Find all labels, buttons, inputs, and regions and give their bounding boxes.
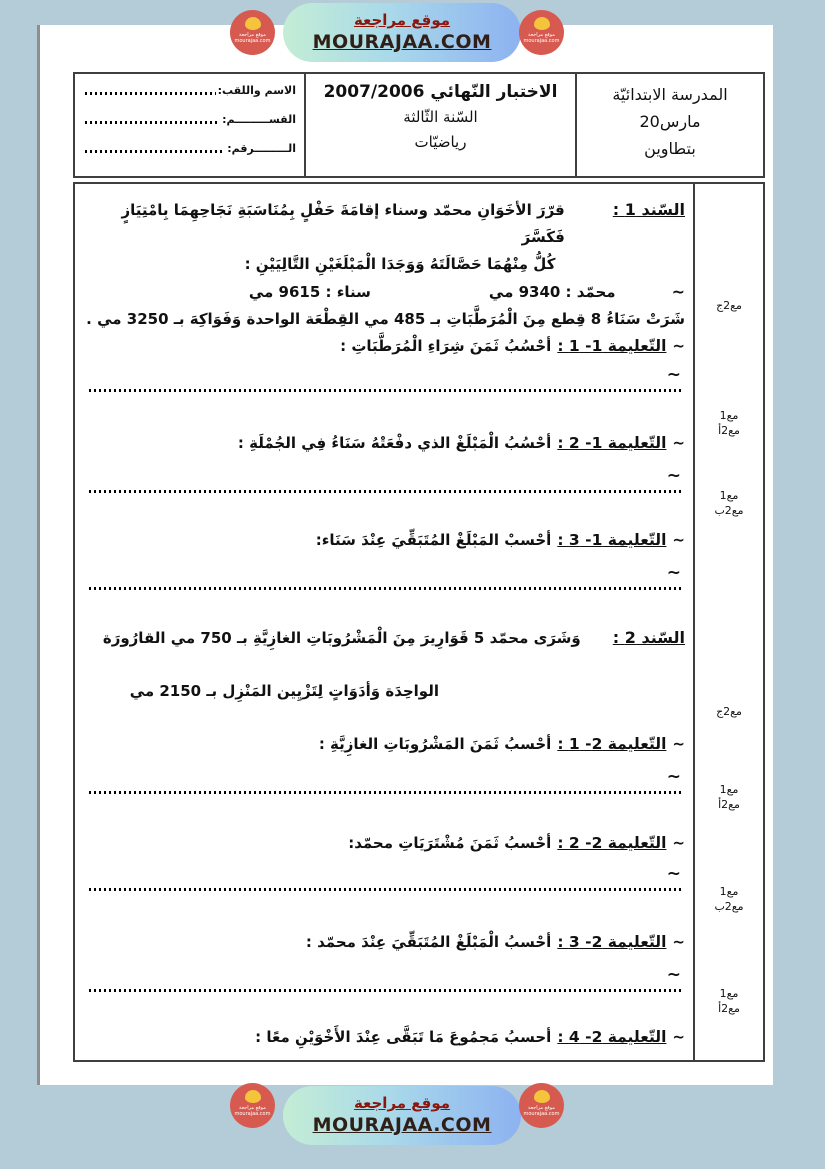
question-2-1 [85, 731, 685, 758]
student-info-cell [75, 74, 304, 176]
dash-bullet: ~ [672, 1028, 685, 1046]
mark-text: مع2ب [714, 504, 744, 517]
dash-bullet: ~ [671, 282, 685, 301]
mark-badge-5 [695, 782, 763, 812]
mark-badge-3 [695, 488, 763, 518]
mark-text: مع2ج [716, 299, 742, 312]
name-field [83, 84, 296, 97]
dash-bullet: ~ [672, 531, 685, 549]
question-2-4 [85, 1024, 685, 1051]
site-banner-bottom[interactable] [283, 1086, 521, 1145]
answer-area-2-1 [89, 766, 683, 794]
number-field-dotted-line [85, 150, 225, 153]
logo-tiny-domain: mourajaa.com [523, 1111, 560, 1117]
answer-dotted-line [89, 490, 683, 493]
number-field [83, 142, 296, 155]
question-1-2-label: التّعليمة 1- 2 : [557, 434, 667, 452]
section2-title: السّند 2 : [612, 628, 685, 647]
section1-title-line [85, 196, 685, 251]
site-domain-link[interactable]: MOURAJAA.COM [312, 31, 492, 53]
mark-text: مع1 [719, 783, 739, 796]
answer-area-1-3 [89, 562, 683, 590]
section1-intro-line1: قرّرَ الأخَوَانِ محمّد وسناء إقامَةَ حَفْلٍ بِمُنَاسَبَةِ نَجَاحِهِمَا بِامْتِيَازٍ فَكَسَّرَ [121, 201, 565, 246]
class-field-dotted-line [85, 121, 220, 124]
class-field-label: القســـــــــم: [222, 113, 296, 126]
mark-badge-6 [695, 884, 763, 914]
dash-bullet: ~ [672, 933, 685, 951]
site-name-arabic[interactable]: موقع مراجعة [353, 11, 451, 29]
mark-badge-2 [695, 408, 763, 438]
mark-text: مع2أ [718, 798, 740, 811]
answer-area-1-2 [89, 465, 683, 493]
question-1-3 [85, 527, 685, 554]
question-2-4-label: التّعليمة 2- 4 : [557, 1028, 667, 1046]
site-name-arabic[interactable]: موقع مراجعة [353, 1094, 451, 1112]
exam-grade: السّنة الثّالثة [403, 108, 478, 126]
logo-tiny-domain: mourajaa.com [523, 38, 560, 44]
question-2-1-text: أحْسبُ ثَمَنَ المَشْرُوبَاتِ الغازِيَّةِ : [318, 735, 552, 753]
mark-text: مع1 [719, 885, 739, 898]
logo-tiny-arabic: موقع مراجعة [528, 32, 555, 38]
section2-title-line [85, 623, 685, 653]
question-2-2-text: أحْسبُ ثَمَنَ مُشْتَرَيَاتِ محمّد: [348, 834, 552, 852]
mark-text: مع2ب [714, 900, 744, 913]
dash-bullet: ~ [666, 767, 681, 787]
answer-dotted-line [89, 989, 683, 992]
logo-tiny-arabic: موقع مراجعة [239, 32, 266, 38]
answer-dotted-line [89, 389, 683, 392]
question-2-2 [85, 830, 685, 857]
header-table [73, 72, 765, 178]
question-1-1 [85, 333, 685, 360]
mark-badge-1 [695, 298, 763, 313]
school-name-line1: المدرسة الابتدائيّة [612, 85, 728, 104]
section2-intro-line2: الواحِدَة وَأدَوَاتٍ لِتَزْيِين المَنْزِل بـ 2150 مي [129, 682, 439, 700]
answer-dotted-line [89, 791, 683, 794]
mark-text: مع1 [719, 409, 739, 422]
mark-text: مع1 [719, 489, 739, 502]
logo-blob-icon [534, 1090, 550, 1103]
question-1-3-label: التّعليمة 1- 3 : [557, 531, 667, 549]
answer-dotted-line [89, 587, 683, 590]
mark-text: مع2ج [716, 705, 742, 718]
question-2-3-text: أحْسبُ الْمَبْلَغْ المُتَبَقِّيَ عِنْدَ محمّد : [305, 933, 552, 951]
dash-bullet: ~ [666, 365, 681, 385]
site-logo-bottom-right [519, 1083, 564, 1128]
school-name-line2: مارس20 [639, 112, 701, 131]
question-1-1-text: أحْسُبُ ثَمَنَ شِرَاءِ الْمُرَطَّبَاتِ : [340, 337, 552, 355]
class-field [83, 113, 296, 126]
question-1-3-text: أحْسبْ المَبْلَغْ المُتَبَقِّيَ عِنْدَ سَنَاء: [315, 531, 552, 549]
section1-title: السّند 1 : [612, 200, 685, 219]
logo-blob-icon [534, 17, 550, 30]
dash-bullet: ~ [666, 864, 681, 884]
logo-tiny-arabic: موقع مراجعة [239, 1105, 266, 1111]
dash-bullet: ~ [666, 965, 681, 985]
question-1-2 [85, 430, 685, 457]
exam-sheet [37, 25, 773, 1085]
site-logo-top-right [519, 10, 564, 55]
question-1-1-label: التّعليمة 1- 1 : [557, 337, 667, 355]
exam-title: الاختبار النّهائي 2007/2006 [323, 82, 558, 102]
answer-area-1-1 [89, 364, 683, 392]
school-cell [577, 74, 763, 176]
exam-body-box [73, 182, 765, 1062]
dash-bullet: ~ [672, 337, 685, 355]
name-field-label: الاسم واللقب: [217, 84, 296, 97]
logo-blob-icon [245, 1090, 261, 1103]
exam-content [75, 184, 693, 1060]
site-banner-top[interactable] [283, 3, 521, 62]
logo-tiny-domain: mourajaa.com [234, 1111, 271, 1117]
section2-intro-line1: وَشَرَى محمّد 5 قَوَارِيرَ مِنَ الْمَشْرُوبَاتِ الغازِيَّةِ بـ 750 مي القارُورَة [102, 629, 581, 647]
marks-column [693, 184, 763, 1060]
question-2-2-label: التّعليمة 2- 2 : [557, 834, 667, 852]
mark-text: مع1 [719, 987, 739, 1000]
logo-blob-icon [245, 17, 261, 30]
purchase-line: شَرَتْ سَنَاءُ 8 قِطع مِنَ الْمُرَطَّبَاتِ بـ 485 مي القِطْعَة الواحدة وَفَوَاكِهَ بـ 3250 مي . [86, 310, 685, 328]
site-logo-bottom-left [230, 1083, 275, 1128]
mark-text: مع2أ [718, 424, 740, 437]
answer-area-2-2 [89, 863, 683, 891]
logo-tiny-arabic: موقع مراجعة [528, 1105, 555, 1111]
mark-badge-7 [695, 986, 763, 1016]
dash-bullet: ~ [672, 735, 685, 753]
amount-mohamed: محمّد : 9340 مي [488, 283, 616, 301]
question-2-1-label: التّعليمة 2- 1 : [557, 735, 667, 753]
dash-bullet: ~ [666, 466, 681, 486]
question-2-3-label: التّعليمة 2- 3 : [557, 933, 667, 951]
site-logo-top-left [230, 10, 275, 55]
question-2-4-text: أحسبُ مَجمُوعَ مَا تَبَقَّى عِنْدَ الأَخْوَيْنِ معًا : [255, 1028, 552, 1046]
name-field-dotted-line [85, 92, 216, 95]
question-2-3 [85, 929, 685, 956]
exam-title-cell [304, 74, 577, 176]
school-name-line3: بتطاوين [644, 139, 696, 158]
section1-intro-line2: كُلُّ مِنْهُمَا حَصَّالَتَهُ وَوَجَدَا الْمَبْلَغَيْنِ التَّالِيَيْنِ : [244, 255, 556, 273]
number-field-label: الـــــــــرقم: [227, 142, 296, 155]
logo-tiny-domain: mourajaa.com [234, 38, 271, 44]
exam-subject: رياضيّات [414, 133, 467, 151]
mark-badge-4 [695, 704, 763, 719]
dash-bullet: ~ [672, 434, 685, 452]
question-1-2-text: أحْسُبُ الْمَبْلَغْ الذي دفْعَتْهُ سَنَاءُ فِي الجُمْلَةِ : [237, 434, 552, 452]
mark-text: مع2أ [718, 1002, 740, 1015]
answer-area-2-3 [89, 964, 683, 992]
amount-sanaa: سناء : 9615 مي [248, 283, 371, 301]
amounts-line [85, 278, 685, 306]
answer-dotted-line [89, 888, 683, 891]
site-domain-link[interactable]: MOURAJAA.COM [312, 1114, 492, 1136]
dash-bullet: ~ [666, 563, 681, 583]
dash-bullet: ~ [672, 834, 685, 852]
